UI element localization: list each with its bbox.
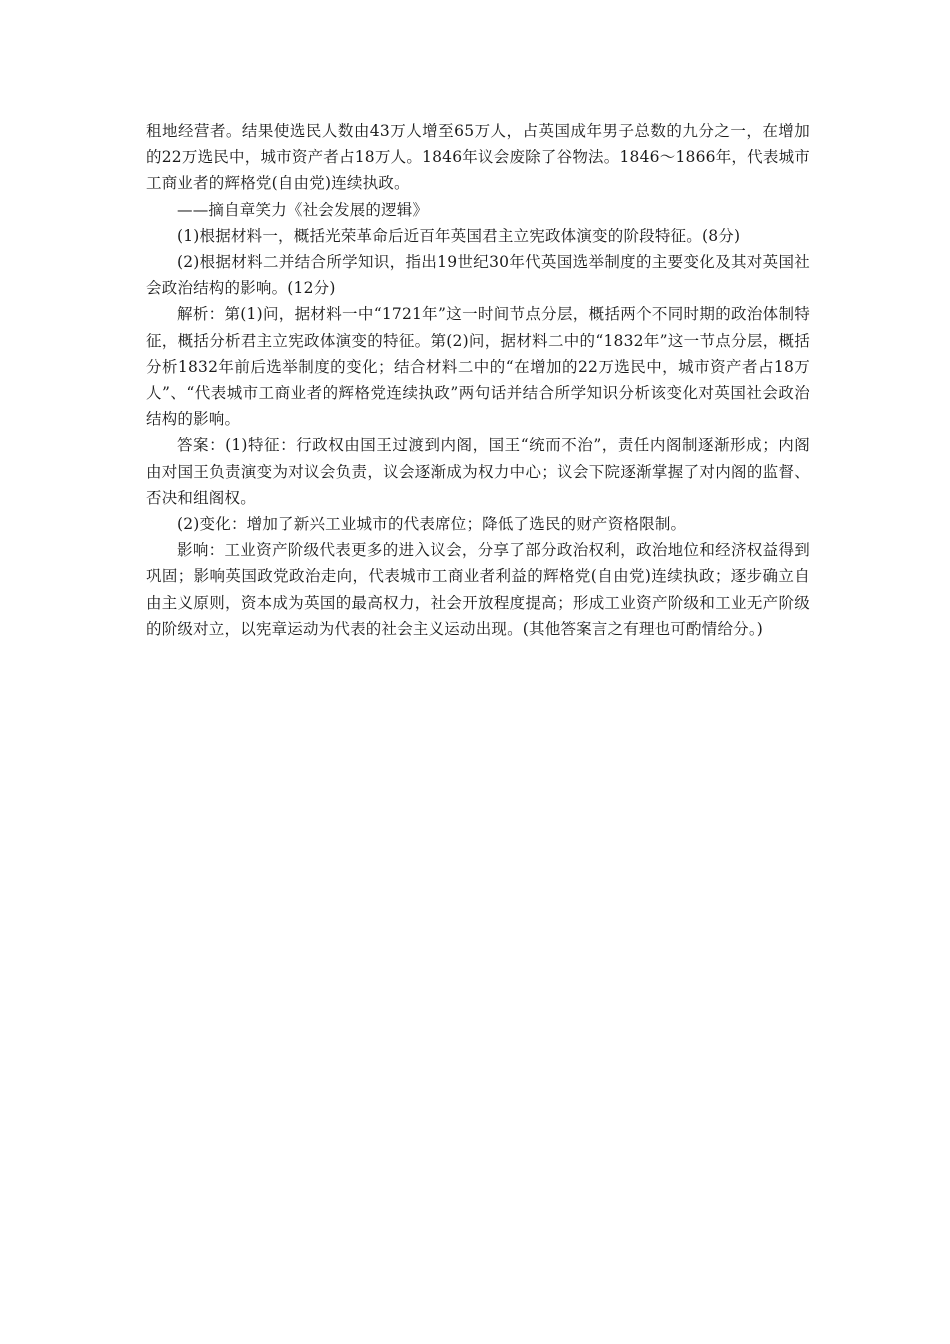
answer-one: 答案：(1)特征：行政权由国王过渡到内阁，国王“统而不治”，责任内阁制逐渐形成；内阁由对国王负责演变为对议会负责，议会逐渐成为权力中心；议会下院逐渐掌握了对内阁的监督、否决和组阁权。 bbox=[146, 436, 810, 507]
material-two-continuation: 租地经营者。结果使选民人数由43万人增至65万人，占英国成年男子总数的九分之一，在增加的22万选民中，城市资产者占18万人。1846年议会废除了谷物法。1846～1866年，代表城市工商业者的辉格党(自由党)连续执政。 bbox=[146, 122, 810, 193]
material-source-citation: ——摘自章笑力《社会发展的逻辑》 bbox=[177, 200, 429, 219]
analysis-paragraph: 解析：第(1)问，据材料一中“1721年”这一时间节点分层，概括两个不同时期的政治体制特征，概括分析君主立宪政体演变的特征。第(2)问，据材料二中的“1832年”这一节点分层，概括分析1832年前后选举制度的变化；结合材料二中的“在增加的22万选民中，城市资产者占18万人”、“代表城市工商业者的辉格党连续执政”两句话并结合所学知识分析该变化对英国社会政治结构的影响。 bbox=[146, 305, 810, 429]
document-body bbox=[146, 118, 810, 642]
question-two: (2)根据材料二并结合所学知识，指出19世纪30年代英国选举制度的主要变化及其对英国社会政治结构的影响。(12分) bbox=[146, 253, 810, 298]
question-one: (1)根据材料一，概括光荣革命后近百年英国君主立宪政体演变的阶段特征。(8分) bbox=[177, 226, 741, 245]
answer-two-impact: 影响：工业资产阶级代表更多的进入议会，分享了部分政治权利，政治地位和经济权益得到巩固；影响英国政党政治走向，代表城市工商业者利益的辉格党(自由党)连续执政；逐步确立自由主义原则，资本成为英国的最高权力，社会开放程度提高；形成工业资产阶级和工业无产阶级的阶级对立，以宪章运动为代表的社会主义运动出现。(其他答案言之有理也可酌情给分。) bbox=[146, 541, 810, 638]
answer-two-change: (2)变化：增加了新兴工业城市的代表席位；降低了选民的财产资格限制。 bbox=[177, 515, 687, 534]
